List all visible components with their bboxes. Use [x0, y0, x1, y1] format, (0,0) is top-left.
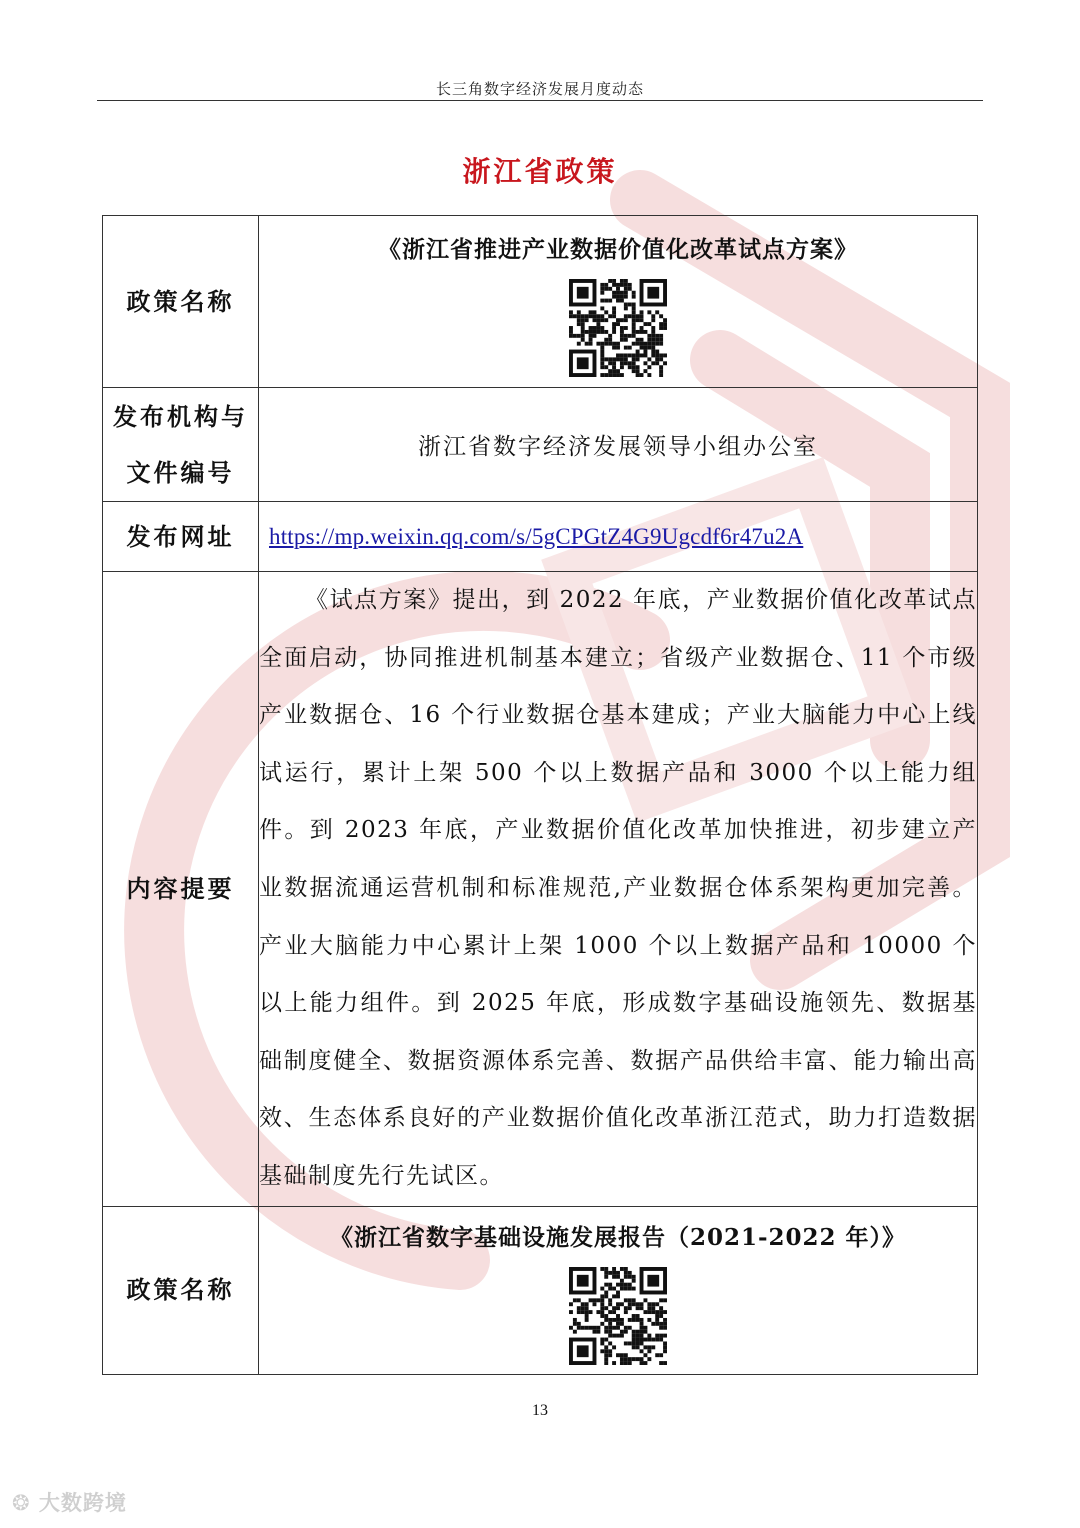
policy-name-cell [259, 1206, 978, 1374]
table-row [103, 216, 978, 388]
section-title: 浙江省政策 [462, 155, 618, 188]
summary-label: 内容提要 [103, 572, 259, 1207]
url-label: 发布网址 [103, 502, 259, 572]
running-header: 长三角数字经济发展月度动态 [435, 80, 644, 98]
publisher-label-line2: 文件编号 [126, 457, 235, 487]
brand-text: 大数跨境 [38, 1491, 127, 1515]
table-row [103, 388, 978, 502]
policy-title: 《浙江省推进产业数据价值化改革试点方案》 [378, 235, 858, 263]
publisher-label [103, 388, 259, 502]
qr-code-icon[interactable] [569, 279, 667, 377]
policy-title: 《浙江省数字基础设施发展报告（2021-2022 年）》 [329, 1224, 907, 1252]
page-number: 13 [532, 1402, 548, 1419]
publisher-cell [259, 388, 978, 502]
publisher-value: 浙江省数字经济发展领导小组办公室 [418, 434, 818, 460]
header-rule [97, 100, 983, 101]
table-row [103, 502, 978, 572]
table-row [103, 1206, 978, 1374]
policy-url-link[interactable]: https://mp.weixin.qq.com/s/5gCPGtZ4G9Ugcdf6r47u2A [269, 523, 804, 549]
brand-logo-icon: ❂ [12, 1491, 39, 1515]
summary-text: 《试点方案》提出，到 2022 年底，产业数据价值化改革试点全面启动，协同推进机制基本建立；省级产业数据仓、11 个市级产业数据仓、16 个行业数据仓基本建成；产业大脑能力中心上线试运行，累计上架 500 个以上数据产品和 3000 个以上能力组件。到 2023 年底，产业数据价值化改革加快推进，初步建立产业数据流通运营机制和标准规范,产业数据仓体系架构更加完善。产业大脑能力中心累计上架 1000 个以上数据产品和 10000 个以上能力组件。到 2025 年底，形成数字基础设施领先、数据基础制度健全、数据资源体系完善、数据产品供给丰富、能力输出高效、生态体系良好的产业数据价值化改革浙江范式，助力打造数据基础制度先行先试区。 [259, 587, 977, 1189]
table-row [103, 572, 978, 1207]
url-cell [259, 502, 978, 572]
policy-name-cell [259, 216, 978, 388]
qr-code-icon[interactable] [569, 1267, 667, 1365]
policy-table [102, 215, 978, 1375]
brand-watermark [12, 1487, 127, 1517]
summary-cell [259, 572, 978, 1207]
policy-name-label: 政策名称 [103, 1206, 259, 1374]
policy-name-label: 政策名称 [103, 216, 259, 388]
publisher-label-line1: 发布机构与 [113, 401, 248, 431]
